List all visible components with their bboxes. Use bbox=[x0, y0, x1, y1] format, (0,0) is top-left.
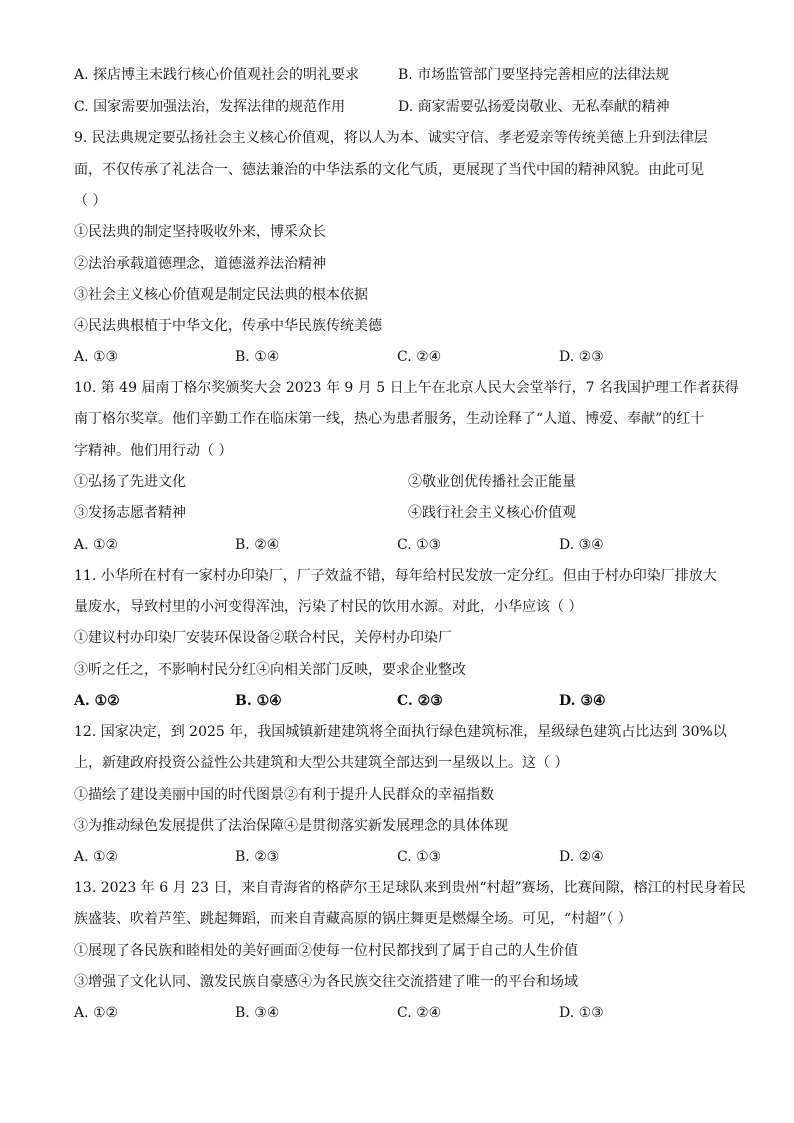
q10-stem-line-2: 南丁格尔奖章。他们辛勤工作在临床第一线，热心为患者服务，生动诠释了“人道、博爱、奉献”的红十 bbox=[74, 411, 705, 427]
q9-statement-1: ①民法典的制定坚持吸收外来，博采众长 bbox=[74, 224, 326, 240]
q11-option-a: A. ①② bbox=[74, 693, 120, 709]
q12-option-c: C. ①③ bbox=[397, 849, 442, 865]
q12-option-a: A. ①② bbox=[74, 849, 119, 865]
q10-statement-3: ③发扬志愿者精神 bbox=[74, 505, 186, 521]
q12-option-b: B. ②③ bbox=[235, 849, 280, 865]
q9-stem-line-1: 9. 民法典规定要弘扬社会主义核心价值观，将以人为本、诚实守信、孝老爱亲等传统美德上升到法律层 bbox=[74, 130, 708, 146]
q11-stem-line-2: 量废水，导致村里的小河变得浑浊，污染了村民的饮用水源。对此，小华应该（ ） bbox=[74, 599, 583, 615]
q10-option-b: B. ②④ bbox=[235, 537, 280, 553]
q8-option-d: D. 商家需要弘扬爱岗敬业、无私奉献的精神 bbox=[398, 99, 670, 115]
q13-option-c: C. ②④ bbox=[397, 1005, 442, 1021]
q9-statement-4: ④民法典根植于中华文化，传承中华民族传统美德 bbox=[74, 318, 382, 334]
q10-statement-4: ④践行社会主义核心价值观 bbox=[408, 505, 576, 521]
q9-statement-3: ③社会主义核心价值观是制定民法典的根本依据 bbox=[74, 287, 368, 303]
q11-option-b: B. ①④ bbox=[235, 693, 282, 709]
q10-statement-2: ②敬业创优传播社会正能量 bbox=[408, 474, 576, 490]
q9-option-c: C. ②④ bbox=[397, 349, 442, 365]
q13-option-d: D. ①③ bbox=[559, 1005, 604, 1021]
q11-statements-3-4: ③听之任之，不影响村民分红④向相关部门反映，要求企业整改 bbox=[74, 662, 466, 678]
q9-stem-line-3: （ ） bbox=[74, 193, 107, 209]
q10-statement-1: ①弘扬了先进文化 bbox=[74, 474, 186, 490]
q13-stem-line-1: 13. 2023 年 6 月 23 日，来自青海省的格萨尔王足球队来到贵州“村超”赛场，比赛间隙，榕江的村民身着民 bbox=[74, 880, 746, 896]
q9-statement-2: ②法治承载道德理念，道德滋养法治精神 bbox=[74, 256, 326, 272]
q12-option-d: D. ②④ bbox=[559, 849, 604, 865]
q10-stem-line-1: 10. 第 49 届南丁格尔奖颁奖大会 2023 年 9 月 5 日上午在北京人民大会堂举行，7 名我国护理工作者获得 bbox=[74, 380, 739, 396]
q11-stem-line-1: 11. 小华所在村有一家村办印染厂，厂子效益不错，每年给村民发放一定分红。但由于村办印染厂排放大 bbox=[74, 568, 717, 584]
q8-option-c: C. 国家需要加强法治，发挥法律的规范作用 bbox=[74, 99, 346, 115]
q10-option-a: A. ①② bbox=[74, 537, 119, 553]
q13-option-a: A. ①② bbox=[74, 1005, 119, 1021]
q10-option-c: C. ①③ bbox=[397, 537, 442, 553]
q12-stem-line-1: 12. 国家决定，到 2025 年，我国城镇新建建筑将全面执行绿色建筑标准，星级绿色建筑占比达到 30%以 bbox=[74, 724, 727, 740]
q10-stem-line-3: 字精神。他们用行动（ ） bbox=[74, 443, 233, 459]
q8-option-a: A. 探店博主未践行核心价值观社会的明礼要求 bbox=[74, 67, 360, 83]
q12-stem-line-2: 上，新建政府投资公益性公共建筑和大型公共建筑全部达到一星级以上。这（ ） bbox=[74, 755, 569, 771]
q9-option-b: B. ①④ bbox=[235, 349, 280, 365]
q13-stem-line-2: 族盛装、吹着芦笙、跳起舞蹈，而来自青藏高原的锅庄舞更是燃爆全场。可见，“村超”（ ） bbox=[74, 911, 632, 927]
q9-stem-line-2: 面，不仅传承了礼法合一、德法兼治的中华法系的文化气质，更展现了当代中国的精神风貌。由此可见 bbox=[74, 162, 704, 178]
q13-option-b: B. ③④ bbox=[235, 1005, 280, 1021]
q11-statements-1-2: ①建议村办印染厂安装环保设备②联合村民，关停村办印染厂 bbox=[74, 630, 452, 646]
q9-option-a: A. ①③ bbox=[74, 349, 119, 365]
q12-statements-1-2: ①描绘了建设美丽中国的时代图景②有利于提升人民群众的幸福指数 bbox=[74, 787, 494, 803]
q11-option-c: C. ②③ bbox=[397, 693, 443, 709]
q13-statements-3-4: ③增强了文化认同、激发民族自豪感④为各民族交往交流搭建了唯一的平台和场域 bbox=[74, 974, 578, 990]
q8-option-b: B. 市场监管部门要坚持完善相应的法律法规 bbox=[398, 67, 670, 83]
q10-option-d: D. ③④ bbox=[559, 537, 604, 553]
q11-option-d: D. ③④ bbox=[559, 693, 606, 709]
q12-statements-3-4: ③为推动绿色发展提供了法治保障④是贯彻落实新发展理念的具体体现 bbox=[74, 818, 508, 834]
q9-option-d: D. ②③ bbox=[559, 349, 604, 365]
q13-statements-1-2: ①展现了各民族和睦相处的美好画面②使每一位村民都找到了属于自己的人生价值 bbox=[74, 943, 578, 959]
